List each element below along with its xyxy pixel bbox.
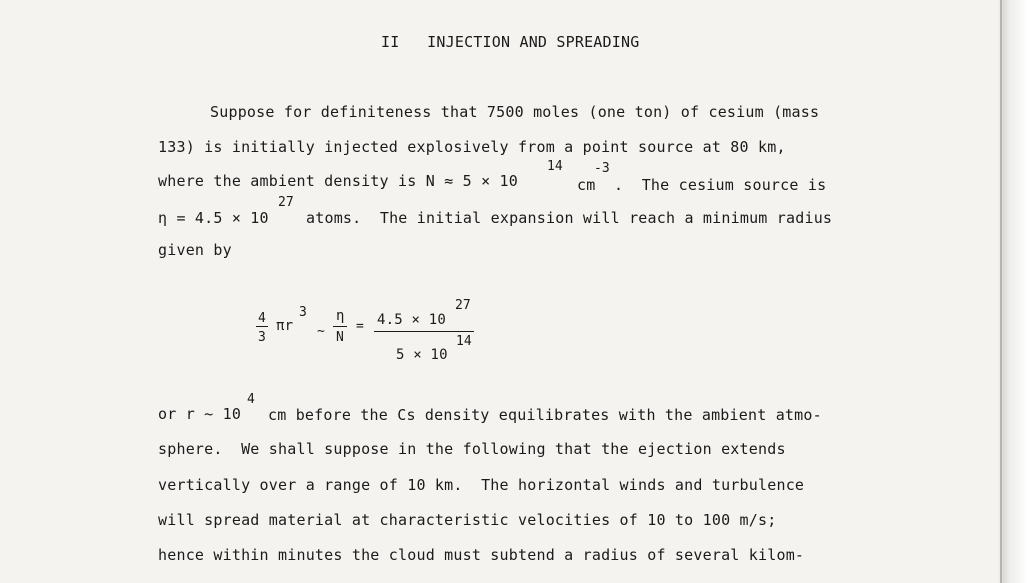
eq-frac3-denominator-exp: 14 — [456, 334, 472, 349]
para1-line3-b: cm — [577, 176, 596, 194]
eq-frac3-bar — [374, 331, 474, 332]
para2-line2: sphere. We shall suppose in the following that the ejection extends — [158, 440, 786, 458]
para2-line1-b: cm before the Cs density equilibrates with the ambient atmo- — [268, 406, 822, 424]
eq-frac2-numerator: η — [336, 308, 345, 324]
para1-line3-exp1: 14 — [547, 159, 563, 174]
page-edge-line — [1000, 0, 1002, 583]
para1-line5: given by — [158, 241, 232, 259]
para2-line5: hence within minutes the cloud must subtend a radius of several kilom- — [158, 546, 805, 564]
eq-pi-r: πr — [276, 318, 294, 334]
eq-frac1-denominator: 3 — [258, 330, 266, 345]
eq-equals: = — [356, 319, 365, 334]
para1-line4-a: η = 4.5 × 10 — [158, 209, 269, 227]
para1-line1: Suppose for definiteness that 7500 moles (one ton) of cesium (mass — [210, 103, 820, 121]
para2-line3: vertically over a range of 10 km. The horizontal winds and turbulence — [158, 476, 805, 494]
eq-frac1-numerator: 4 — [258, 311, 266, 326]
eq-frac3-numerator: 4.5 × 10 — [377, 312, 447, 328]
para1-line4-exp: 27 — [278, 195, 294, 210]
eq-frac3-numerator-exp: 27 — [455, 298, 471, 313]
eq-frac1-bar — [256, 326, 268, 327]
eq-frac3-denominator: 5 × 10 — [396, 347, 448, 363]
para2-line4: will spread material at characteristic velocities of 10 to 100 m/s; — [158, 511, 777, 529]
para2-line1-exp: 4 — [247, 392, 255, 407]
section-heading: II INJECTION AND SPREADING — [381, 33, 640, 51]
eq-frac2-denominator: N — [336, 330, 344, 345]
para1-line3-exp2: -3 — [594, 161, 610, 176]
para1-line4-b: atoms. The initial expansion will reach a minimum radius — [306, 209, 833, 227]
para1-line3-c: . The cesium source is — [614, 176, 827, 194]
eq-sim: ~ — [317, 324, 326, 339]
para1-line2: 133) is initially injected explosively from a point source at 80 km, — [158, 138, 786, 156]
para2-line1-a: or r ~ 10 — [158, 405, 242, 423]
eq-r-exponent: 3 — [299, 305, 307, 320]
eq-frac2-bar — [333, 326, 347, 327]
page-edge-shadow — [998, 0, 1028, 583]
para1-line3-a: where the ambient density is N ≈ 5 × 10 — [158, 172, 518, 190]
